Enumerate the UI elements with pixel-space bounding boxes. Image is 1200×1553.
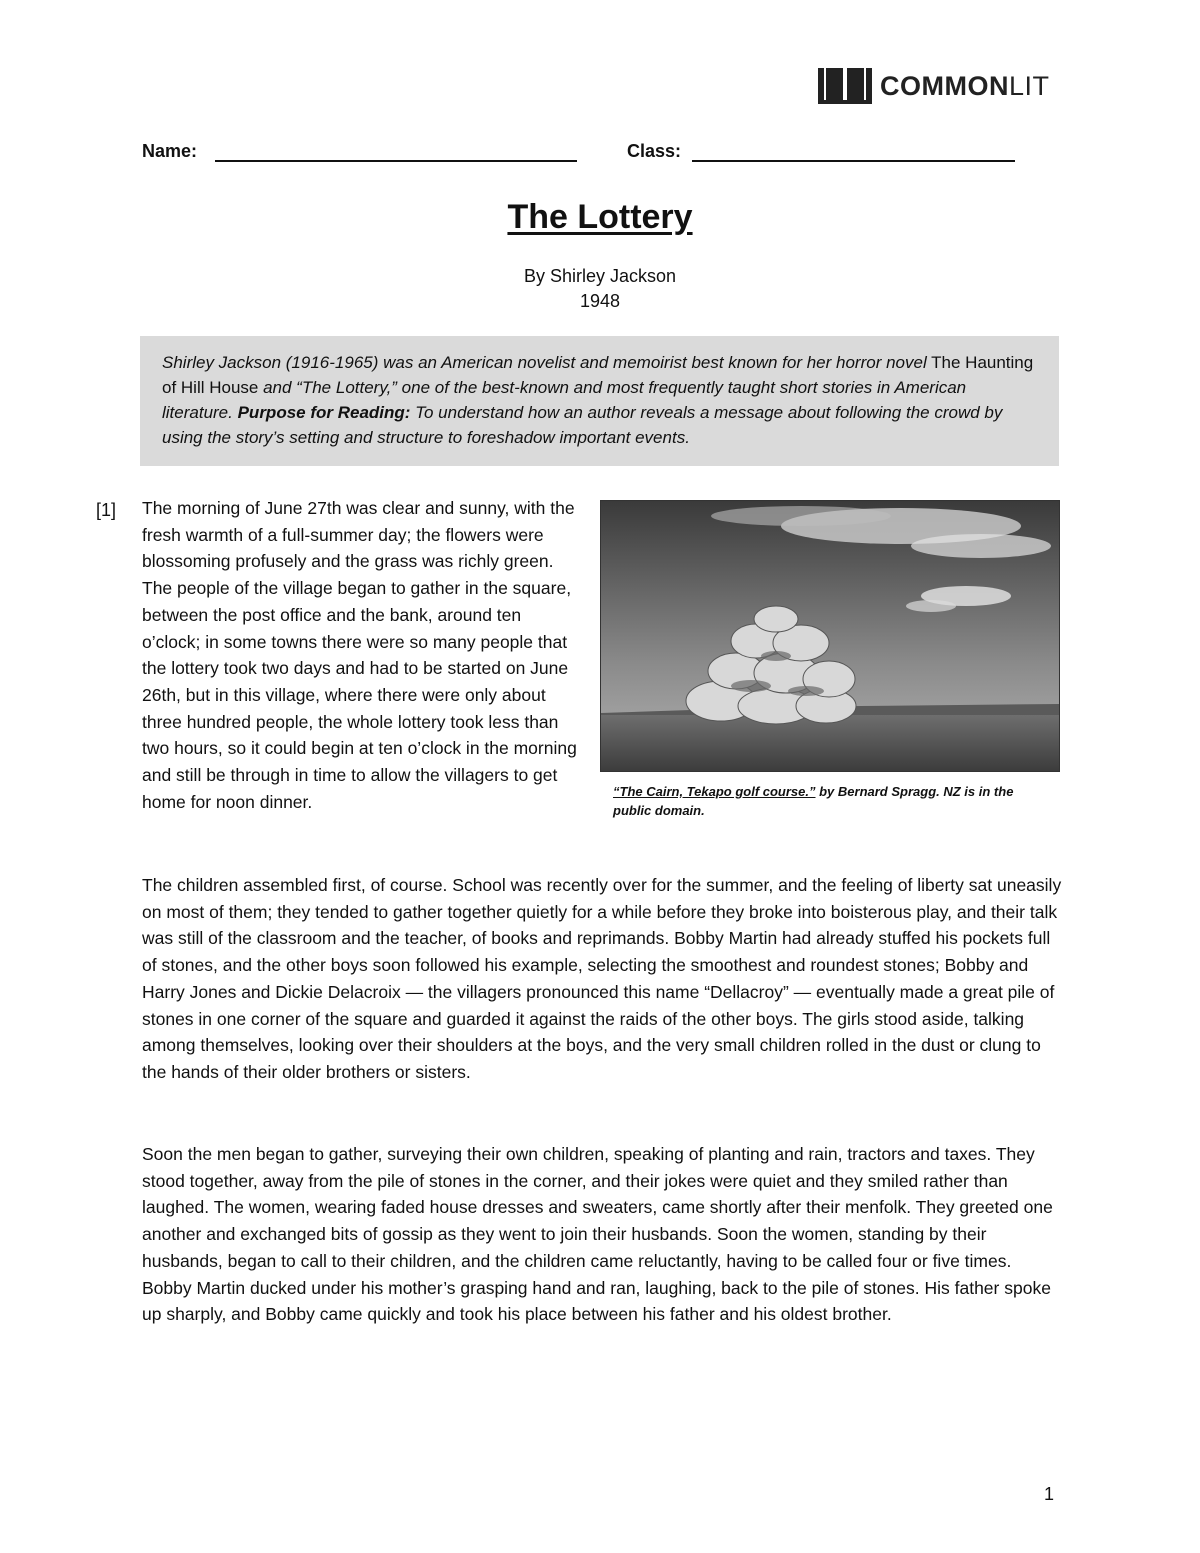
name-field[interactable]: [215, 160, 577, 162]
name-label: Name:: [142, 141, 198, 161]
intro-box: [140, 336, 1059, 466]
year: 1948: [579, 291, 621, 311]
byline: [0, 264, 1200, 314]
book-icon: [818, 66, 872, 106]
intro-text-a: Shirley Jackson (1916-1965) was an American novelist and memoirist best known for her horror novel: [162, 353, 927, 372]
page-number: 1: [1044, 1484, 1055, 1504]
purpose-text: To understand how an author reveals a message about following the crowd by using the story’s setting and structure to foreshadow important events.: [162, 403, 1003, 447]
logo-text: COMMONLIT: [880, 70, 1050, 101]
author: By Shirley Jackson: [523, 266, 677, 286]
intro-book-title: The Haunting of Hill House: [162, 353, 1034, 397]
image-caption: [613, 782, 1043, 820]
paragraph-1: The morning of June 27th was clear and sunny, with the fresh warmth of a full-summer day; the flowers were blossoming profusely and the grass was richly green. The people of the village began to gather in the square, between the post office and the bank, around ten o’clock; in some towns there were so many people that the lottery took two days and had to be started on June 26th, but in this village, where there were only about three hundred people, the whole lottery took less than two hours, so it could begin at ten o’clock in the morning and still be through in time to allow the villagers to get home for noon dinner.: [142, 498, 577, 812]
purpose-label: Purpose for Reading:: [237, 403, 411, 422]
commonlit-logo: [818, 66, 1050, 106]
caption-credit: by Bernard Spragg. NZ is in the public domain.: [613, 784, 1014, 818]
cairn-photo: [600, 500, 1060, 772]
caption-link[interactable]: “The Cairn, Tekapo golf course.”: [613, 784, 816, 799]
class-field[interactable]: [692, 160, 1015, 162]
page-title: The Lottery: [507, 198, 693, 236]
paragraph-3: Soon the men began to gather, surveying their own children, speaking of planting and rain, tractors and taxes. They stood together, away from the pile of stones in the corner, and their jokes were quiet and they smiled rather than laughed. The women, wearing faded house dresses and sweaters, came shortly after their menfolk. They greeted one another and exchanged bits of gossip as they went to join their husbands. Soon the women, standing by their husbands, began to call to their children, and the children came reluctantly, having to be called four or five times. Bobby Martin ducked under his mother’s grasping hand and ran, laughing, back to the pile of stones. His father spoke up sharply, and Bobby came quickly and took his place between his father and his oldest brother.: [142, 1144, 1053, 1325]
intro-text-b: and “The Lottery,” one of the best-known and most frequently taught short stories in American literature.: [162, 378, 967, 422]
class-label: Class:: [627, 141, 682, 161]
paragraph-number: [1]: [96, 500, 117, 520]
paragraph-2: The children assembled first, of course. School was recently over for the summer, and the feeling of liberty sat uneasily on most of them; they tended to gather together quietly for a while before they broke into boisterous play, and their talk was still of the classroom and the teacher, of books and reprimands. Bobby Martin had already stuffed his pockets full of stones, and the other boys soon followed his example, selecting the smoothest and roundest stones; Bobby and Harry Jones and Dickie Delacroix — the villagers pronounced this name “Dellacroy” — eventually made a great pile of stones in one corner of the square and guarded it against the raids of the other boys. The girls stood aside, talking among themselves, looking over their shoulders at the boys, and the very small children rolled in the dust or clung to the hands of their older brothers or sisters.: [142, 875, 1062, 1082]
